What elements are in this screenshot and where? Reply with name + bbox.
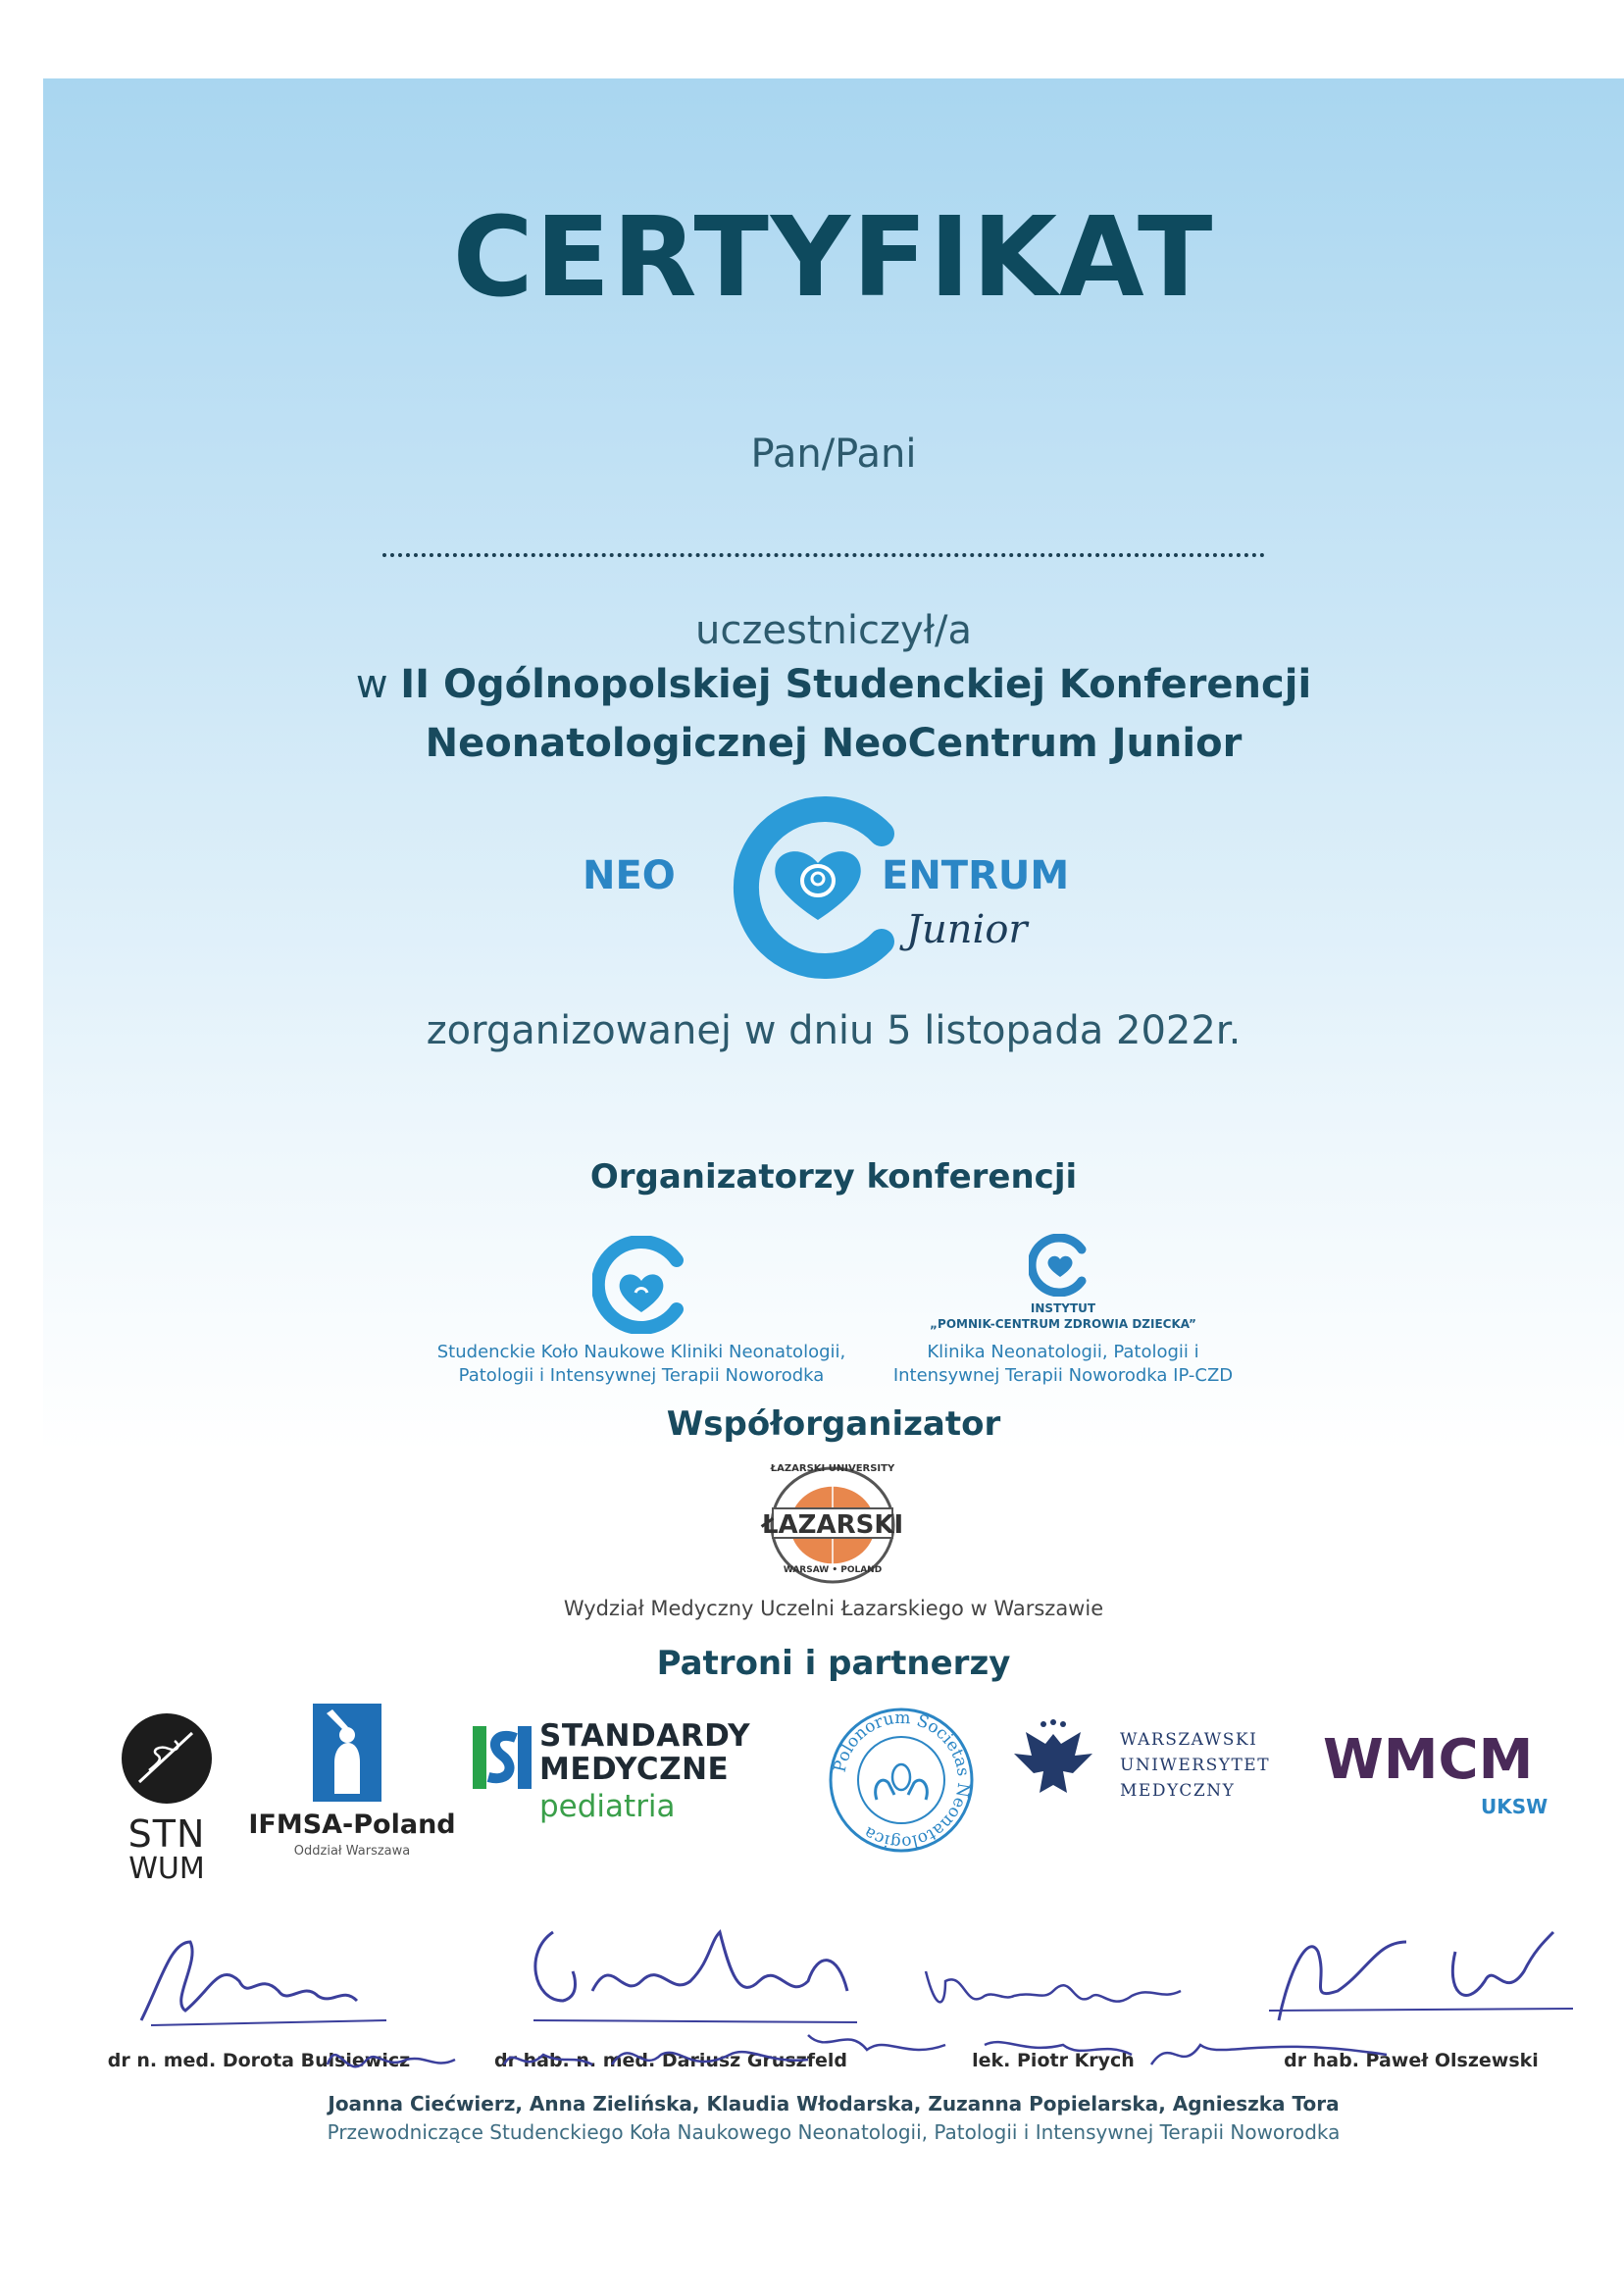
conference-name-line1 [43, 662, 1624, 707]
wum-line1: WARSZAWSKI [1120, 1730, 1258, 1750]
neocentrum-logo [583, 794, 1092, 991]
stn-wum-logo [120, 1711, 214, 1806]
wum-eagle-logo [1004, 1714, 1102, 1812]
wum-line3: MEDYCZNY [1120, 1781, 1236, 1801]
ipczd-logo [1029, 1234, 1091, 1297]
skn-logo [592, 1236, 690, 1334]
wmcm-text: WMCM [1323, 1728, 1534, 1792]
chairs-role: Przewodniczące Studenckiego Koła Naukowego Neonatologii, Patologii i Intensywnej Terapii Noworodka [327, 2120, 1341, 2144]
wum-line2: UNIWERSYTET [1120, 1756, 1271, 1775]
ifmsa-logo [313, 1704, 381, 1802]
partners-heading: Patroni i partnerzy [656, 1644, 1011, 1683]
organizer-left-line1: Studenckie Koło Naukowe Kliniki Neonatologii, [436, 1342, 846, 1362]
institute-label: INSTYTUT [1030, 1301, 1096, 1315]
signatory-4: dr hab. Paweł Olszewski [1284, 2050, 1539, 2071]
conference-date: zorganizowanej w dniu 5 listopada 2022r. [426, 1008, 1242, 1053]
conference-name-line2: Neonatologicznej NeoCentrum Junior [425, 721, 1243, 766]
logo-neo-text: NEO [583, 853, 676, 898]
heart-icon [775, 851, 860, 920]
polonorum-logo [828, 1707, 975, 1854]
polonorum-ring-text: Polonorum Societas Neonatologica [830, 1708, 974, 1853]
institute-name: „POMNIK-CENTRUM ZDROWIA DZIECKA” [930, 1317, 1196, 1331]
organizer-right-line1: Klinika Neonatologii, Patologii i [927, 1342, 1199, 1362]
standardy-line1: STANDARDY [539, 1718, 751, 1754]
participated-text: uczestniczył/a [695, 608, 972, 653]
name-dotted-line [382, 553, 1265, 557]
co-organizer-heading: Współorganizator [666, 1404, 1001, 1444]
standardy-line2: MEDYCZNE [539, 1752, 730, 1787]
signatory-3: lek. Piotr Krych [972, 2050, 1135, 2071]
logo-centrum-text: ENTRUM [882, 853, 1070, 898]
chairs-names: Joanna Ciećwierz, Anna Zielińska, Klaudia Włodarska, Zuzanna Popielarska, Agnieszka Tora [328, 2092, 1340, 2116]
wmcm-sub: UKSW [1481, 1795, 1548, 1818]
organizer-right-line2: Intensywnej Terapii Noworodka IP-CZD [892, 1365, 1234, 1386]
standardy-logo [473, 1726, 532, 1789]
organizer-left-line2: Patologii i Intensywnej Terapii Noworodka [458, 1365, 825, 1386]
lazarski-logo-text: ŁAZARSKI [761, 1510, 904, 1540]
lazarski-ring-bottom: WARSAW • POLAND [783, 1565, 883, 1575]
signatory-1: dr n. med. Dorota Bulsiewicz [107, 2050, 411, 2071]
wum-text: WUM [128, 1852, 205, 1886]
signatures-chairs [318, 2015, 1396, 2094]
salutation: Pan/Pani [750, 432, 917, 477]
ifmsa-text: IFMSA-Poland [248, 1810, 456, 1840]
ifmsa-sub: Oddział Warszawa [293, 1844, 411, 1859]
certificate-page [43, 78, 1624, 2294]
stn-text: STN [127, 1812, 206, 1856]
lazarski-ring-top: ŁAZARSKI UNIVERSITY [770, 1463, 895, 1474]
organizers-heading: Organizatorzy konferencji [589, 1157, 1078, 1197]
faculty-text: Wydział Medyczny Uczelni Łazarskiego w Warszawie [563, 1597, 1104, 1620]
signatory-2: dr hab. n. med. Dariusz Gruszfeld [494, 2050, 847, 2071]
certificate-title: CERTYFIKAT [452, 194, 1215, 322]
conference-prefix: w [355, 662, 401, 707]
standardy-line3: pediatria [539, 1789, 676, 1824]
logo-junior-text: Junior [906, 907, 1028, 952]
conference-name-text: II Ogólnopolskiej Studenckiej Konferencji [400, 662, 1312, 707]
